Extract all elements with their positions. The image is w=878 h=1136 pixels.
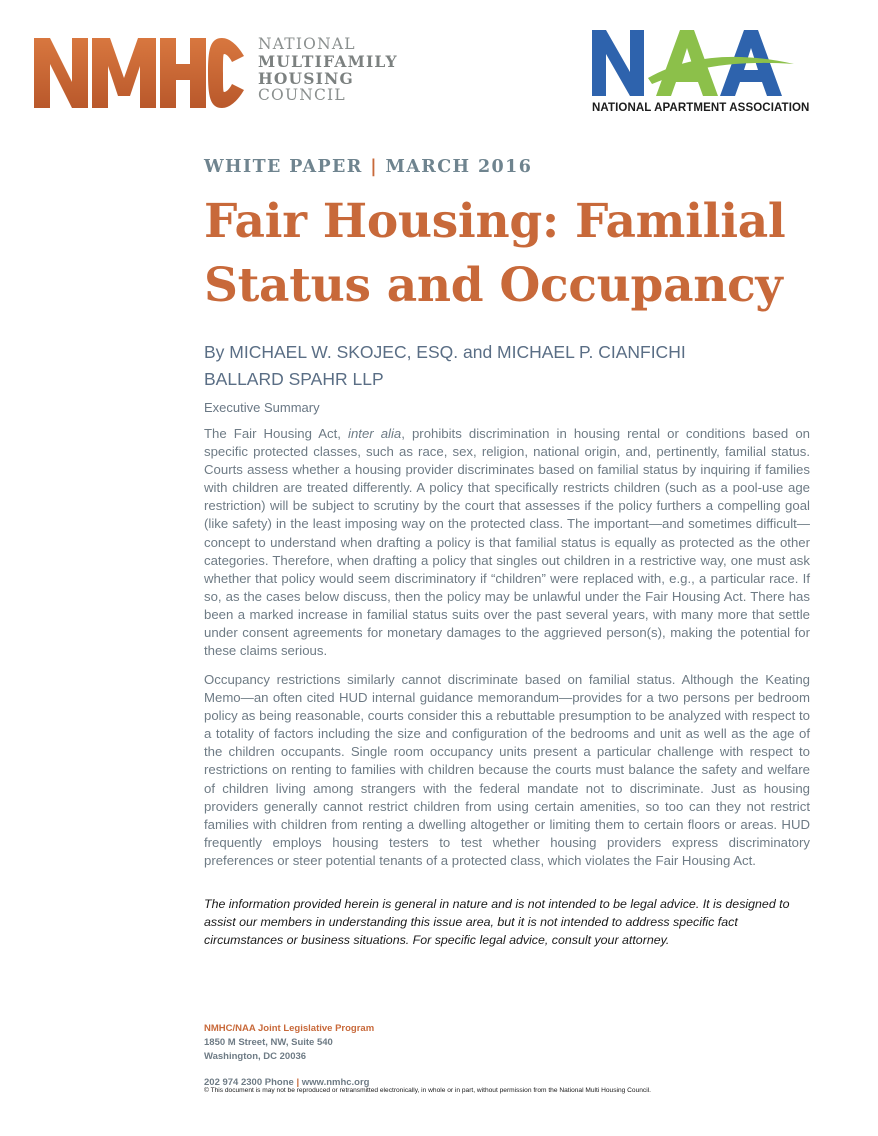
law-firm: BALLARD SPAHR LLP [204,369,384,389]
program-name: NMHC/NAA Joint Legislative Program [204,1023,375,1034]
nmhc-wordmark [258,36,398,104]
authors: By MICHAEL W. SKOJEC, ESQ. and MICHAEL P. CIANFICHI [204,342,686,362]
summary-paragraph [204,425,810,660]
nmhc-word: MULTIFAMILY [258,52,398,71]
document-kicker [204,157,532,177]
paragraph-text: , prohibits discrimination in housing rental or conditions based on specific protected classes, such as race, sex, religion, national origin, and, pertinently, familial status. Courts assess whether a housing provider discriminates based on familial status by inquiring if families with children are treated differently. A policy that specifically restricts children (such as a pool-use age restriction) will be subject to scrutiny by the court that assesses if the policy furthers a compelling goal (like safety) in the least imposing way on the protected class. The important—and sometimes difficult—concept to understand when drafting a policy is that familial status is equally as protected as the other categories. Therefore, when drafting a policy that singles out children in a restrictive way, one must ask whether that policy would seem discriminatory if “children” were replaced with, e.g., a particular race. If so, as the cases below discuss, then the policy may be unlawful under the Fair Housing Act. There has been a marked increase in familial status suits over the past several years, with many more that settle under consent agreements for monetary damages to the aggrieved person(s), making the potential for these claims serious. [204,426,810,659]
document-type: WHITE PAPER [204,157,363,177]
naa-logo-mark [590,26,795,98]
document-date: MARCH 2016 [385,157,533,177]
nmhc-logo-mark [34,36,244,110]
paragraph-text: The Fair Housing Act, [204,426,349,441]
latin-phrase: inter alia [348,426,402,441]
city-address: Washington, DC 20036 [204,1051,307,1062]
naa-tagline: NATIONAL APARTMENT ASSOCIATION [592,100,810,114]
footer-separator: | [296,1077,300,1088]
naa-logo [590,26,810,118]
summary-paragraph: Occupancy restrictions similarly cannot discriminate based on familial status. Although the Keating Memo—an often cited HUD internal guidance memorandum—provides for a two persons per bedroom policy as being reasonable, courts consider this a rebuttable presumption to be analyzed with respect to a totality of factors including the size and configuration of the bedrooms and unit as well as the age of the children occupants. Single room occupancy units present a particular challenge with respect to restrictions on renting to families with children because the courts must balance the safety and welfare of children living among strangers with the federal mandate not to discriminate. Just as housing providers generally cannot restrict children from using certain amenities, so too can they not restrict families with children from renting a dwelling altogether or limiting them to certain floors or areas. HUD frequently employs housing testers to test whether housing providers express discriminatory preferences or steer potential tenants of a protected class, which violates the Fair Housing Act. [204,672,810,868]
byline [204,339,686,393]
footer-contact [204,1022,374,1090]
title-line: Fair Housing: Familial [204,194,786,249]
nmhc-word: HOUSING [258,69,354,88]
phone: 202 974 2300 Phone [204,1077,294,1088]
copyright-notice: © This document is may not be reproduced or retransmitted electronically, in whole or in part, without permission from the National Multi Housing Council. [204,1087,651,1094]
legal-disclaimer: The information provided herein is general in nature and is not intended to be legal advice. It is designed to assist our members in understanding this issue area, but it is not intended to address specific fact circumstances or business situations. For specific legal advice, consult your attorney. [204,897,790,948]
street-address: 1850 M Street, NW, Suite 540 [204,1037,333,1048]
website-link[interactable]: www.nmhc.org [301,1077,370,1088]
title-line: Status and Occupancy [204,258,783,313]
nmhc-word: COUNCIL [258,86,346,104]
section-heading: Executive Summary [204,400,320,415]
kicker-separator: | [370,157,379,177]
document-title [204,190,844,318]
nmhc-logo [34,35,398,110]
nmhc-word: NATIONAL [258,35,356,53]
